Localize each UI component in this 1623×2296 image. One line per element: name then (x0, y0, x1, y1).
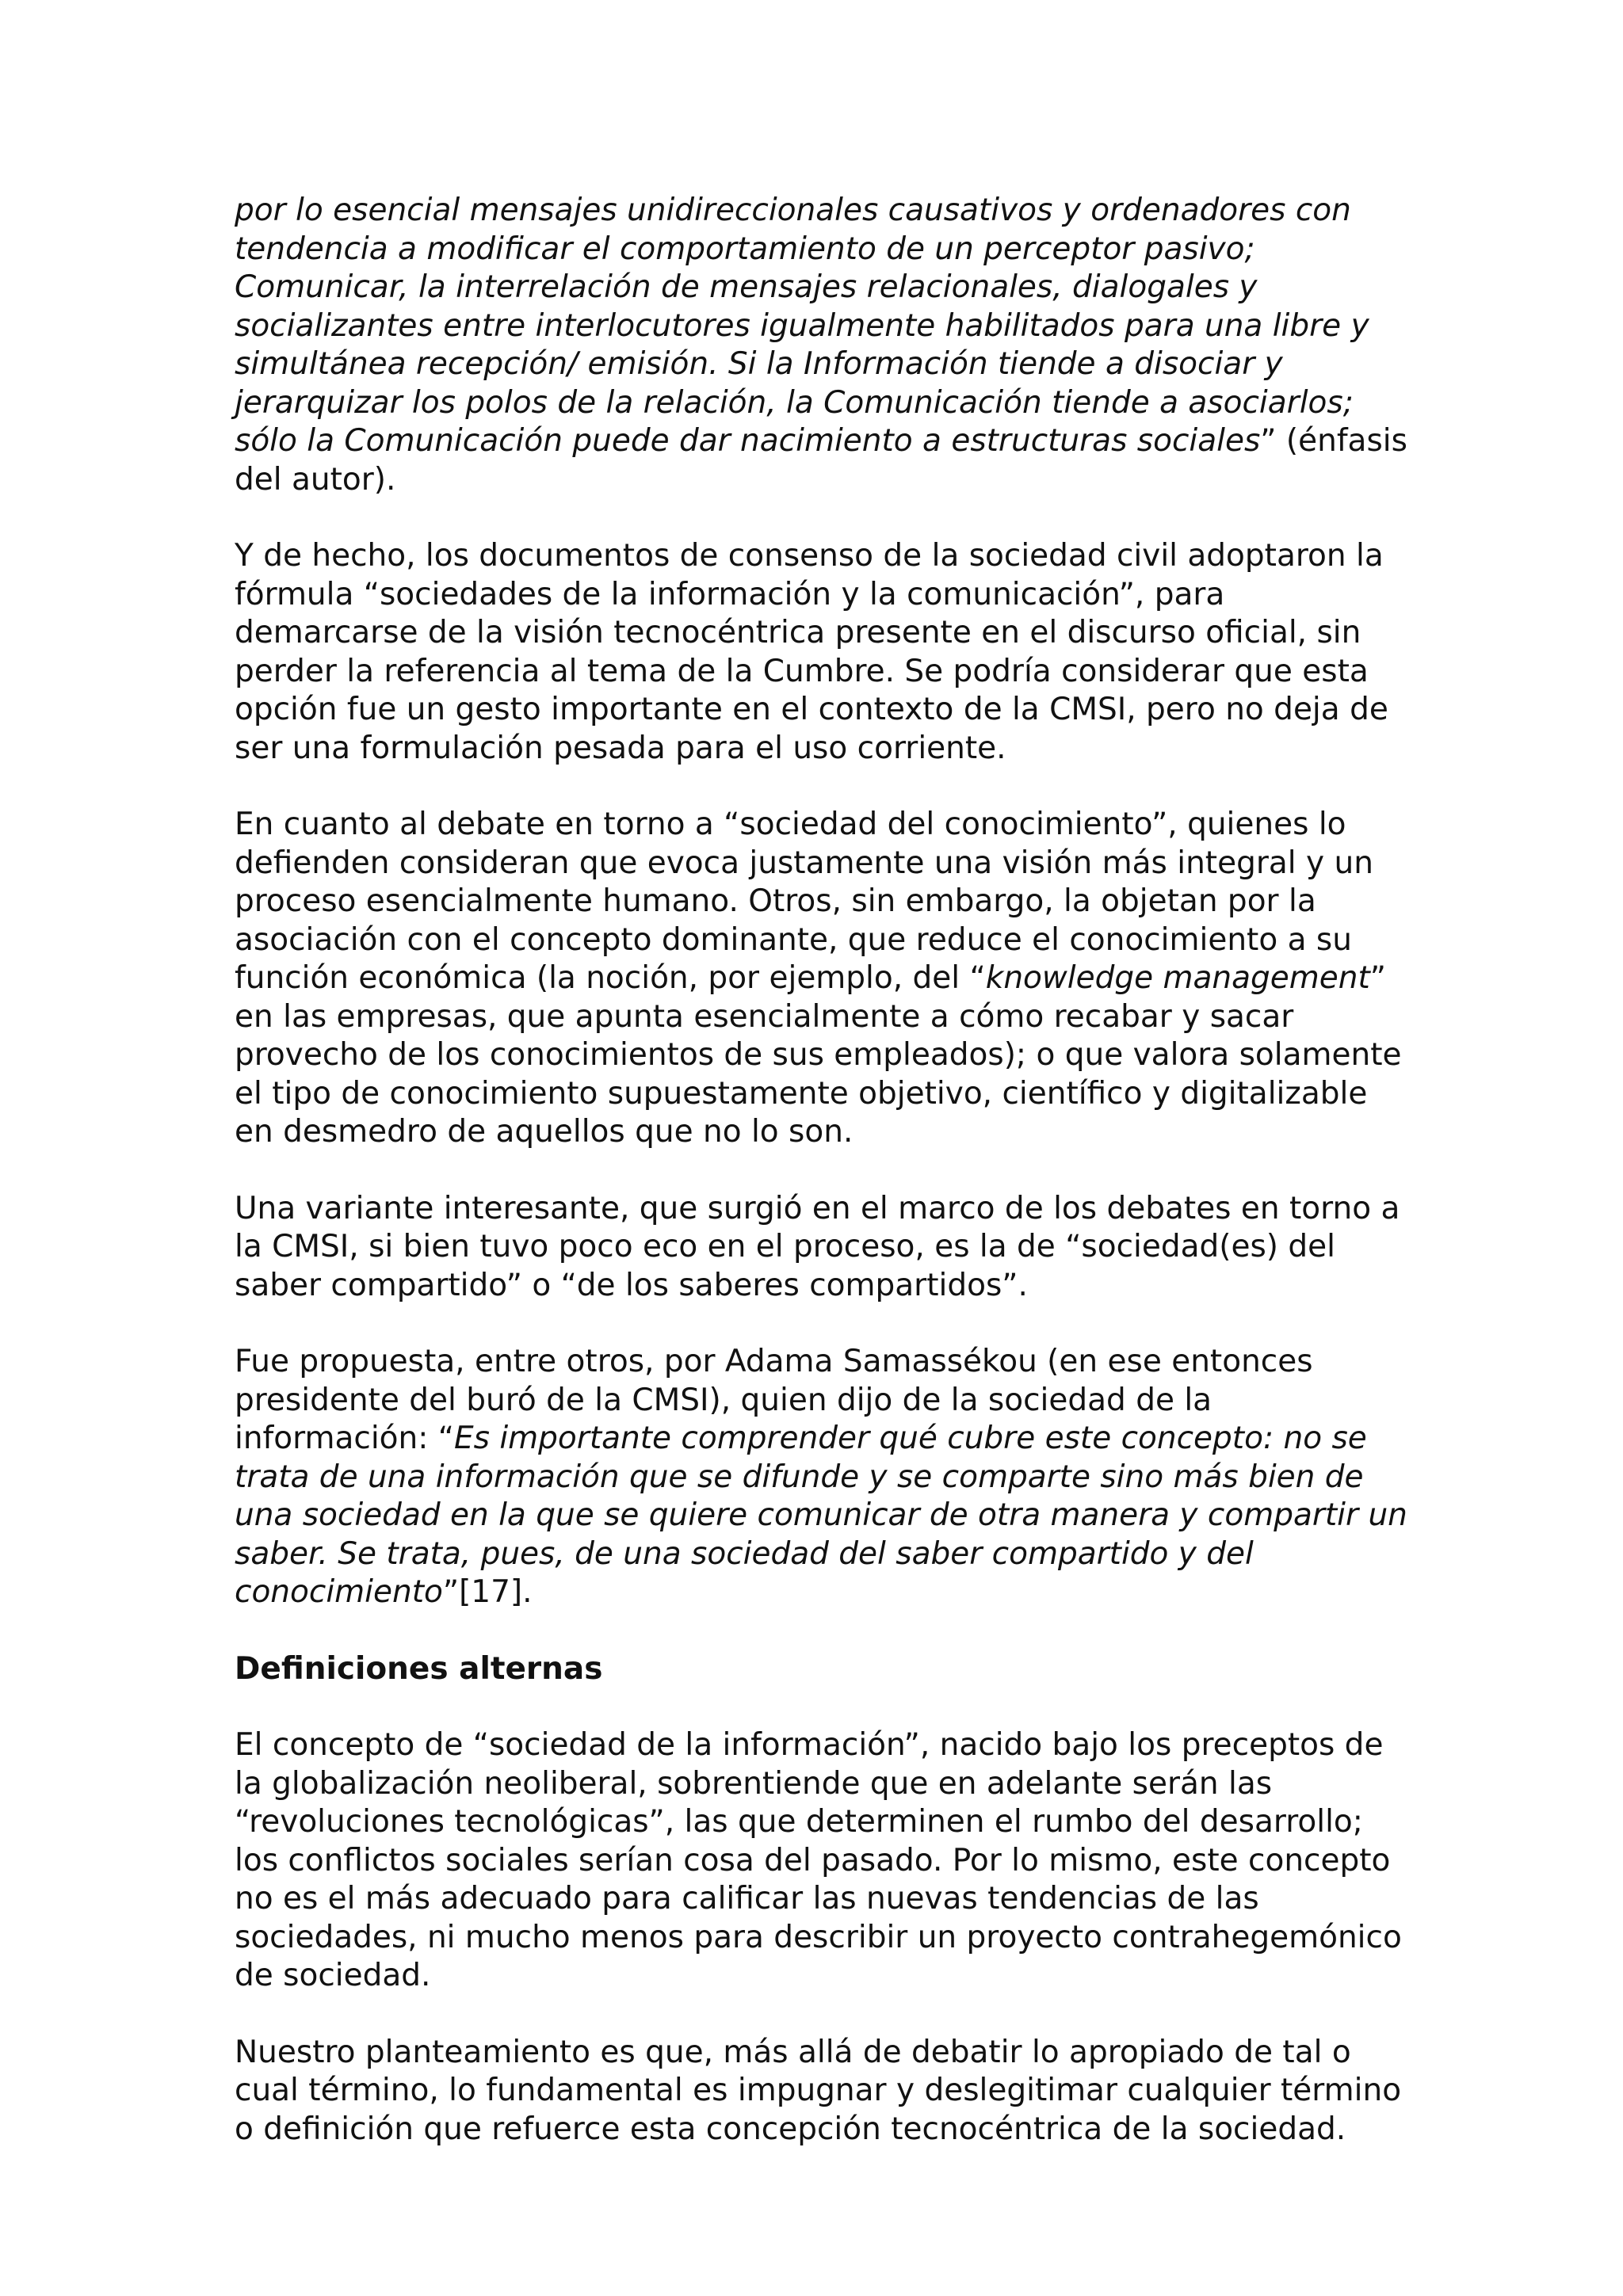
quote-attribution: ” (énfasis del autor). (235, 423, 1407, 498)
emphasized-term: knowledge management (985, 960, 1370, 996)
paragraph-civil-society: Y de hecho, los documentos de consenso de la sociedad civil adoptaron la fórmula “sociedades de la información y la comunicación”, para demarcarse de la visión tecnocéntrica presente en el discurso oficial, sin perder la referencia al tema de la Cumbre. Se podría considerar que esta opción fue un gesto importante en el contexto de la CMSI, pero no deja de ser una formulación pesada para el uso corriente. (235, 538, 1388, 766)
quoted-text: por lo esencial mensajes unidireccionales causativos y ordenadores con tendencia a modificar el comportamiento de un perceptor pasivo; Comunicar, la interrelación de mensajes relacionales, dialogales y socializantes entre interlocutores igualmente habilitados para una libre y simultánea recepción/ emisión. Si la Información tiende a disociar y jerarquizar los polos de la relación, la Comunicación tiende a asociarlos; sólo la Comunicación puede dar nacimiento a estructuras sociales (235, 193, 1369, 459)
paragraph-information-society-concept: El concepto de “sociedad de la información”, nacido bajo los preceptos de la globalización neoliberal, sobrentiende que en adelante serán las “revoluciones tecnológicas”, las que determinen el rumbo del desarrollo; los conflictos sociales serían cosa del pasado. Por lo mismo, este concepto no es el más adecuado para calificar las nuevas tendencias de las sociedades, ni mucho menos para describir un proyecto contrahegemónico de sociedad. (235, 1727, 1402, 1993)
paragraph-text-before: Fue propuesta, entre otros, por Adama Samassékou (en ese entonces presidente del buró de la CMSI), quien dijo de la sociedad de la información: “ (235, 1344, 1313, 1456)
paragraph-text-before: En cuanto al debate en torno a “sociedad del conocimiento”, quienes lo defienden consideran que evoca justamente una visión más integral y un proceso esencialmente humano. Otros, sin embargo, la objetan por la asociación con el concepto dominante, que reduce el conocimiento a su función económica (la noción, por ejemplo, del “ (235, 807, 1373, 996)
paragraph-text-after: ”[17]. (442, 1574, 533, 1610)
paragraph-quote-continuation (235, 192, 1407, 499)
paragraph-text-after: ” en las empresas, que apunta esencialmente a cómo recabar y sacar provecho de los conocimientos de sus empleados); o que valora solamente el tipo de conocimiento supuestamente objetivo, científico y digitalizable en desmedro de aquellos que no lo son. (235, 960, 1402, 1150)
section-heading: Definiciones alternas (235, 1650, 603, 1687)
paragraph-our-position: Nuestro planteamiento es que, más allá de debatir lo apropiado de tal o cual término, lo fundamental es impugnar y deslegitimar cualquier término o definición que refuerce esta concepción tecnocéntrica de la sociedad. (235, 2034, 1402, 2147)
paragraph-samassekou-quote (235, 1343, 1407, 1612)
document-body (235, 192, 1407, 2187)
paragraph-shared-knowledge: Una variante interesante, que surgió en el marco de los debates en torno a la CMSI, si bien tuvo poco eco en el proceso, es la de “sociedad(es) del saber compartido” o “de los saberes compartidos”. (235, 1190, 1400, 1303)
paragraph-knowledge-society (235, 806, 1407, 1152)
quoted-text: Es importante comprender qué cubre este concepto: no se trata de una información que se difunde y se comparte sino más bien de una sociedad en la que se quiere comunicar de otra manera y compartir un saber. Se trata, pues, de una sociedad del saber compartido y del conocimiento (235, 1421, 1407, 1610)
